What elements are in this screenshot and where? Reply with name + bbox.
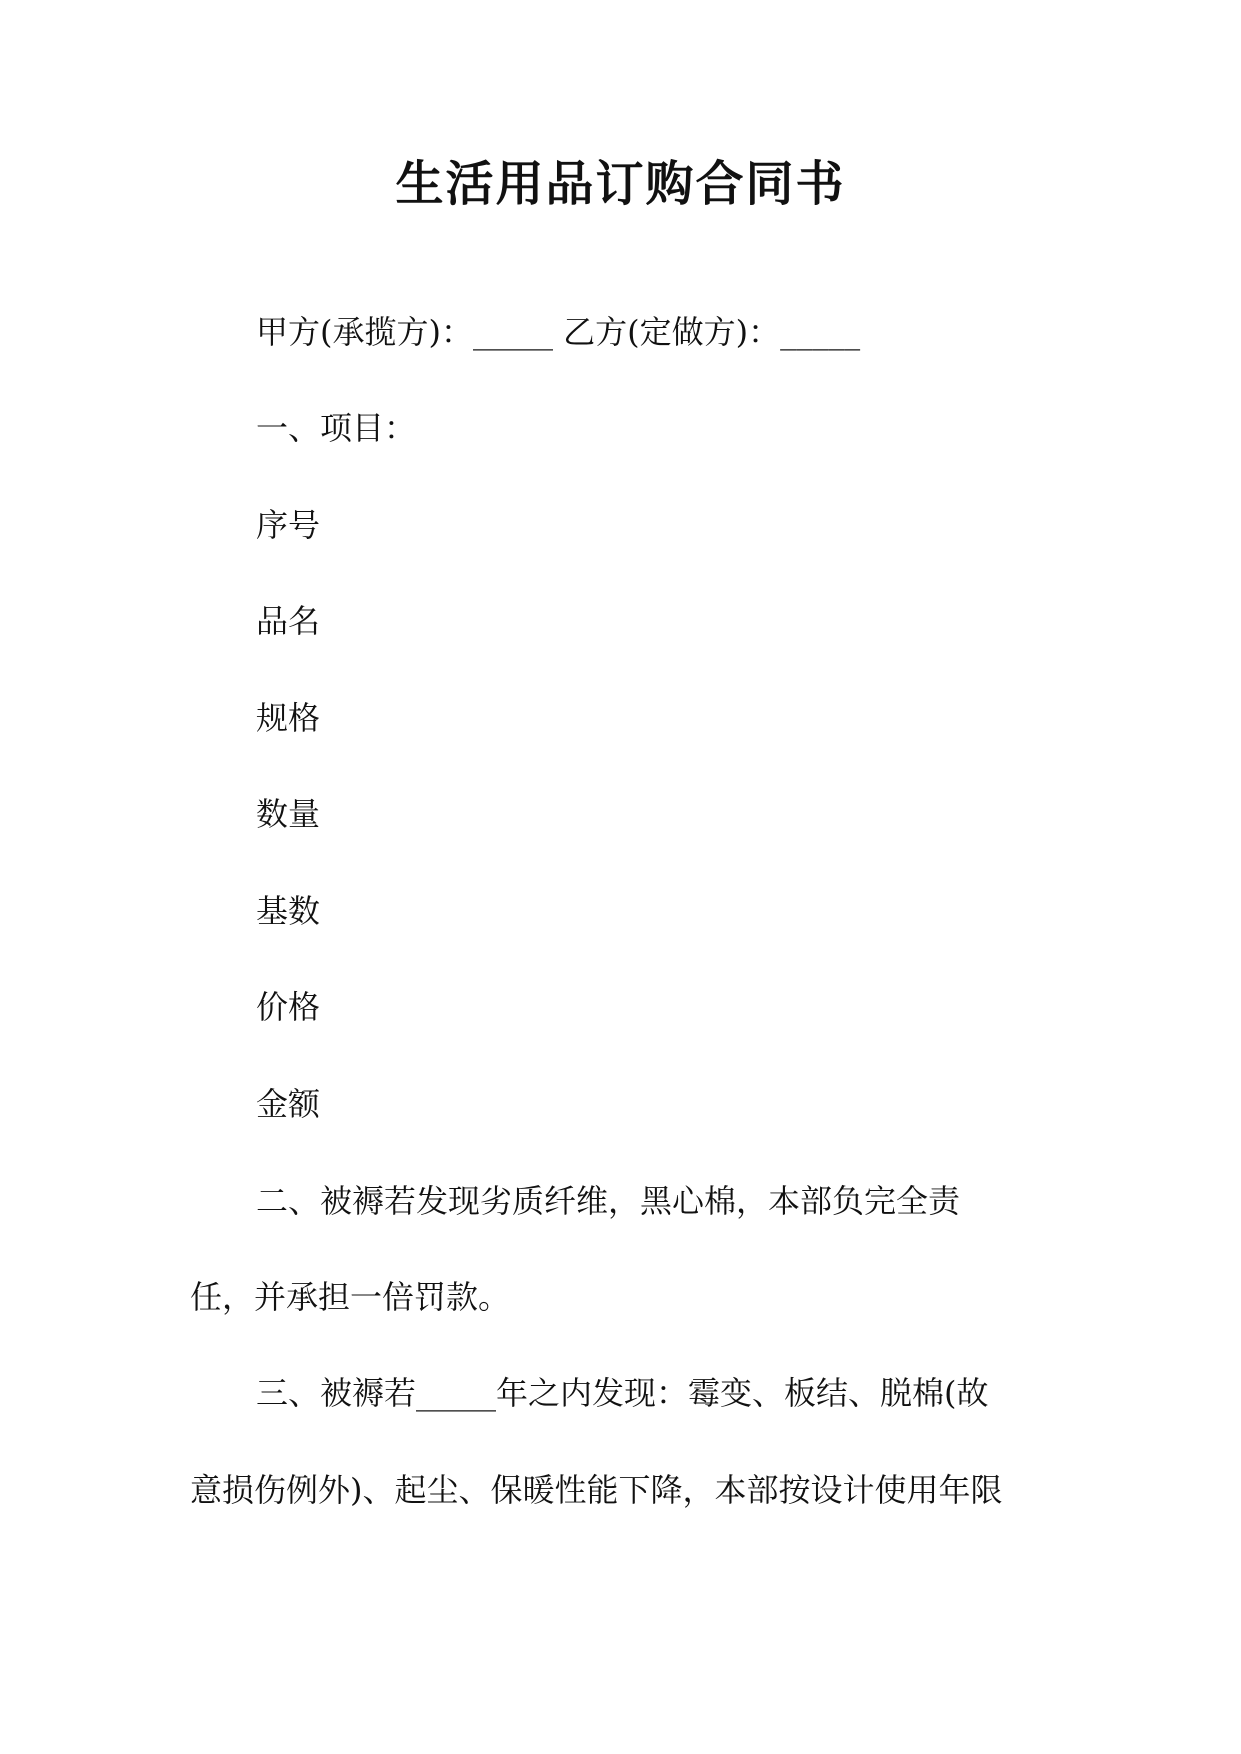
item-field-base-count: 基数 xyxy=(256,892,321,930)
document-title: 生活用品订购合同书 xyxy=(395,156,846,212)
item-field-serial-number: 序号 xyxy=(256,506,321,544)
item-field-quantity: 数量 xyxy=(256,795,321,833)
section-1-heading: 一、项目： xyxy=(256,409,417,447)
item-field-specification: 规格 xyxy=(256,699,321,737)
section-2-line-1: 二、被褥若发现劣质纤维，黑心棉，本部负完全责 xyxy=(256,1182,961,1220)
section-2-line-2: 任，并承担一倍罚款。 xyxy=(190,1278,511,1316)
item-field-price: 价格 xyxy=(256,988,321,1026)
section-3-line-2: 意损伤例外)、起尘、保暖性能下降，本部按设计使用年限 xyxy=(190,1471,1003,1509)
parties-line: 甲方(承揽方)：_____ 乙方(定做方)：_____ xyxy=(256,313,861,351)
section-3-line-1: 三、被褥若_____年之内发现：霉变、板结、脱棉(故 xyxy=(256,1374,989,1412)
item-field-product-name: 品名 xyxy=(256,602,321,640)
item-field-amount: 金额 xyxy=(256,1085,321,1123)
